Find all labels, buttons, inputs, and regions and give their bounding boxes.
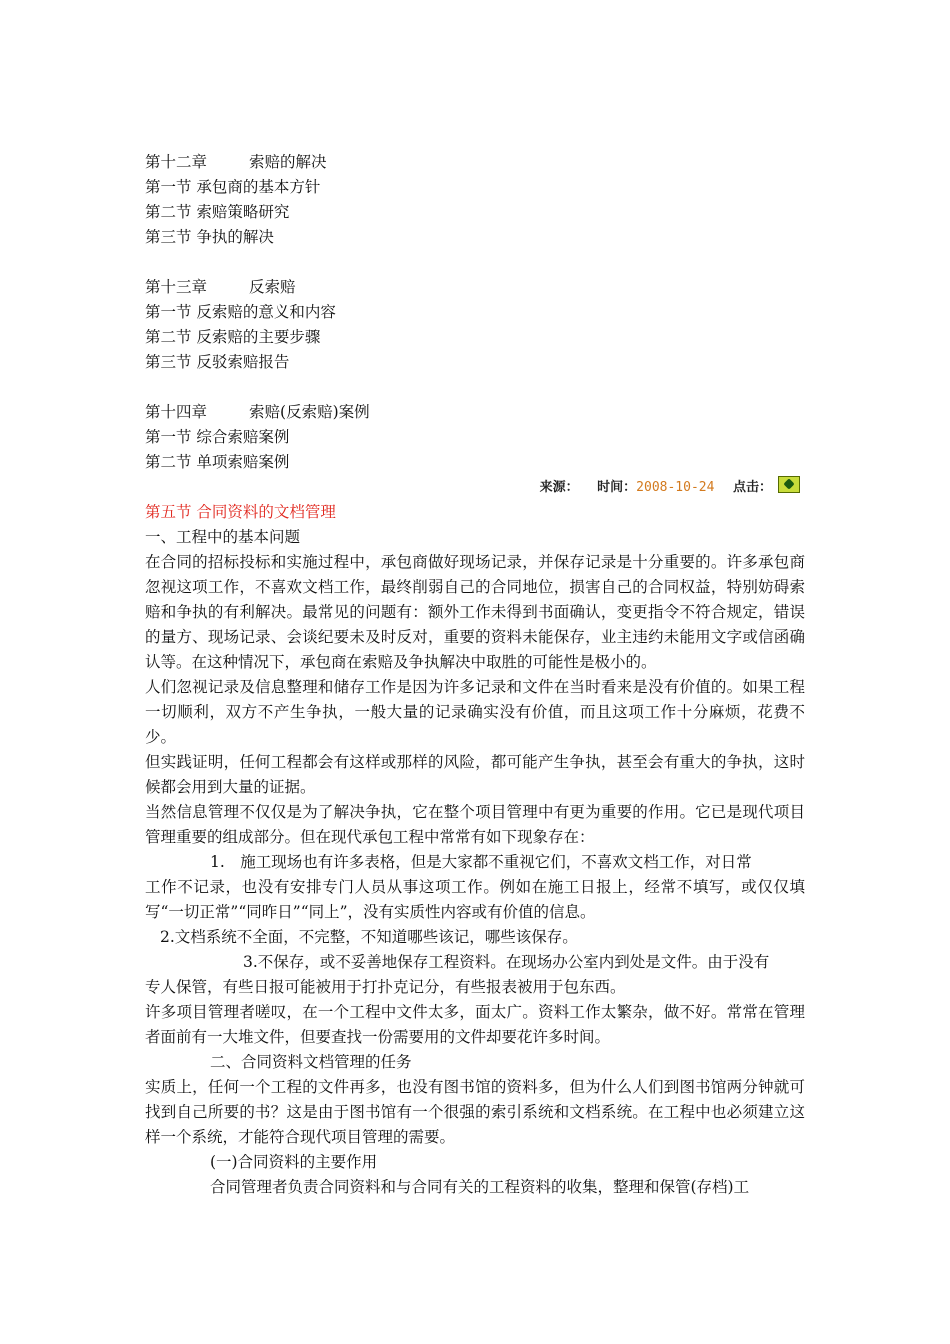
toc-chapter-12: [145, 150, 805, 250]
section-heading: 一、工程中的基本问题: [145, 528, 301, 546]
chapter-heading: 第十三章 反索赔: [145, 278, 296, 296]
source-label: 来源：: [539, 480, 579, 495]
subsection-heading: (一)合同资料的主要作用: [210, 1153, 378, 1171]
paragraph: 许多项目管理者嗟叹，在一个工程中文件太多，面太广。资料工作太繁杂，做不好。常常在管理者面前有一大堆文件，但要查找一份需要用的文件却要花许多时间。: [145, 1003, 805, 1046]
toc-section: 第二节 索赔策略研究: [145, 203, 290, 221]
toc-section: 第二节 单项索赔案例: [145, 453, 290, 471]
toc-section: 第一节 综合索赔案例: [145, 428, 290, 446]
document-body: [145, 150, 805, 1200]
paragraph: 合同管理者负责合同资料和与合同有关的工程资料的收集，整理和保管(存档)工: [210, 1178, 750, 1196]
section-heading: 二、合同资料文档管理的任务: [210, 1053, 412, 1071]
paragraph: 但实践证明，任何工程都会有这样或那样的风险，都可能产生争执，甚至会有重大的争执，这时候都会用到大量的证据。: [145, 753, 805, 796]
list-item-1-first-line: 1. 施工现场也有许多表格，但是大家都不重视它们，不喜欢文档工作，对日常: [210, 853, 752, 871]
list-item-3-first-line: 3.不保存，或不妥善地保存工程资料。在现场办公室内到处是文件。由于没有: [243, 953, 770, 971]
toc-chapter-14: [145, 400, 805, 475]
toc-section: 第三节 反驳索赔报告: [145, 353, 290, 371]
chapter-heading: 第十四章 索赔(反索赔)案例: [145, 403, 370, 421]
toc-chapter-13: [145, 275, 805, 375]
list-item-1-rest: 工作不记录，也没有安排专门人员从事这项工作。例如在施工日报上，经常不填写，或仅仅填写“一切正常”“同昨日”“同上”，没有实质性内容或有价值的信息。: [145, 878, 805, 921]
toc-section: 第三节 争执的解决: [145, 228, 274, 246]
list-item-3-rest: 专人保管，有些日报可能被用于打扑克记分，有些报表被用于包东西。: [145, 978, 626, 996]
paragraph: 人们忽视记录及信息整理和储存工作是因为许多记录和文件在当时看来是没有价值的。如果工程一切顺利，双方不产生争执，一般大量的记录确实没有价值，而且这项工作十分麻烦，花费不少。: [145, 678, 805, 746]
clicks-label: 点击：: [732, 480, 772, 495]
paragraph: 实质上，任何一个工程的文件再多，也没有图书馆的资料多，但为什么人们到图书馆两分钟就可找到自己所要的书？这是由于图书馆有一个很强的索引系统和文档系统。在工程中也必须建立这样一个系统，才能符合现代项目管理的需要。: [145, 1078, 805, 1146]
article-meta: [145, 475, 805, 500]
list-item-2: 2.文档系统不全面，不完整，不知道哪些该记，哪些该保存。: [160, 928, 578, 946]
chapter-heading: 第十二章 索赔的解决: [145, 153, 327, 171]
arrow-icon[interactable]: [778, 476, 800, 493]
toc-section: 第一节 承包商的基本方针: [145, 178, 321, 196]
paragraph: 在合同的招标投标和实施过程中，承包商做好现场记录，并保存记录是十分重要的。许多承包商忽视这项工作，不喜欢文档工作，最终削弱自己的合同地位，损害自己的合同权益，特别妨碍索赔和争执的有利解决。最常见的问题有：额外工作未得到书面确认，变更指令不符合规定，错误的量方、现场记录、会谈纪要未及时反对，重要的资料未能保存，业主违约未能用文字或信函确认等。在这种情况下，承包商在索赔及争执解决中取胜的可能性是极小的。: [145, 553, 805, 671]
publish-date: 2008-10-24: [636, 480, 715, 495]
toc-section: 第一节 反索赔的意义和内容: [145, 303, 336, 321]
paragraph: 当然信息管理不仅仅是为了解决争执，它在整个项目管理中有更为重要的作用。它已是现代项目管理重要的组成部分。但在现代承包工程中常常有如下现象存在：: [145, 803, 805, 846]
toc-section: 第二节 反索赔的主要步骤: [145, 328, 321, 346]
time-label: 时间：: [597, 480, 637, 495]
article-title: 第五节 合同资料的文档管理: [145, 503, 336, 521]
